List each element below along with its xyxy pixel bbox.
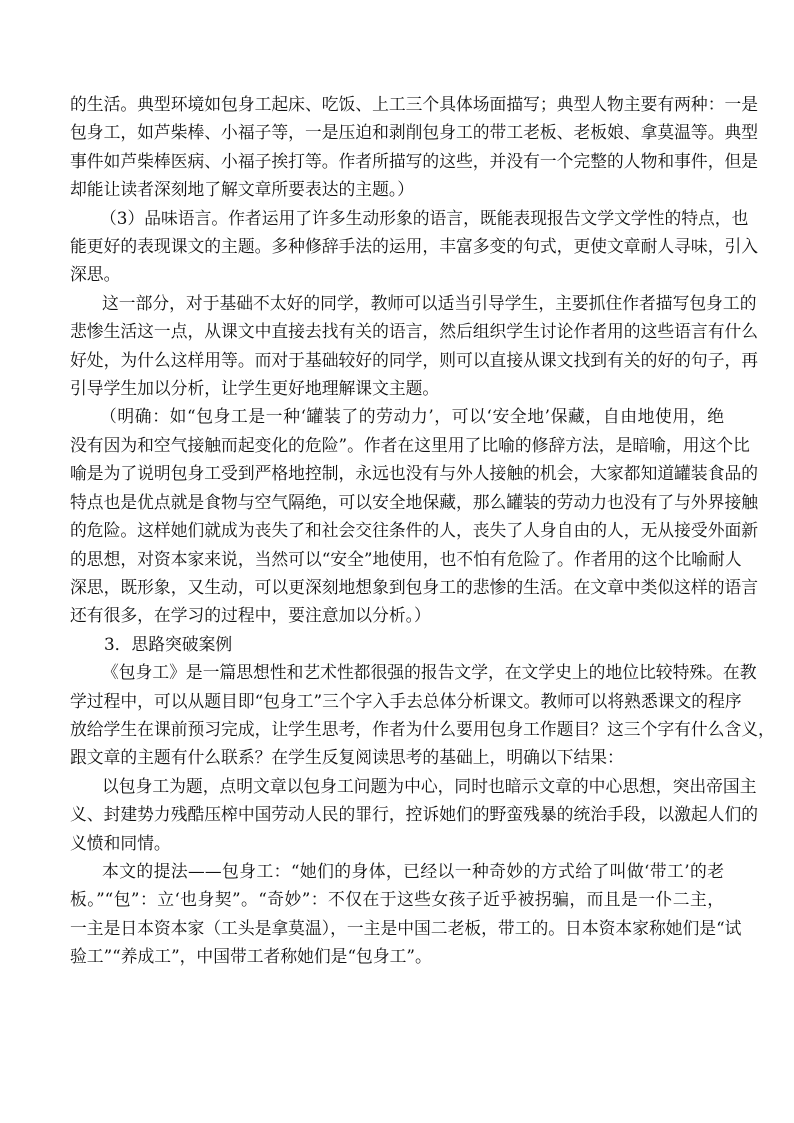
- text-line: 能更好的表现课文的主题。多种修辞手法的运用，丰富多变的句式，更使文章耐人寻味，引入: [70, 236, 759, 257]
- section-heading: [70, 630, 724, 658]
- text-line: 的思想，对资本家来说，当然可以“安全”地使用，也不怕有危险了。作者用的这个比喻耐人: [70, 548, 742, 569]
- text-line: 悲惨生活这一点，从课文中直接去找有关的语言，然后组织学生讨论作者用的这些语言有什么: [70, 321, 759, 342]
- text-line: 深思。: [70, 264, 121, 285]
- heading-line: 3．思路突破案例: [104, 633, 233, 654]
- text-line: 却能让读者深刻地了解文章所要表达的主题。）: [70, 179, 415, 200]
- text-line: 跟文章的主题有什么联系？在学生反复阅读思考的基础上，明确以下结果：: [70, 747, 624, 768]
- text-line: 验工”“养成工”，中国带工者称她们是“包身工”。: [70, 946, 432, 967]
- text-line: 以包身工为题，点明文章以包身工问题为中心，同时也暗示文章的中心思想，突出帝国主: [102, 775, 757, 796]
- text-line: 引导学生加以分析，让学生更好地理解课文主题。: [70, 378, 440, 399]
- text-line: 板。”“包”：立‘也身契”。“奇妙”：不仅在于这些女孩子近乎被拐骗，而且是一仆二主，: [70, 889, 724, 910]
- paragraph-clarification: [70, 402, 759, 629]
- paragraph-teaching-guidance: [70, 289, 759, 403]
- paragraph-term-explanation: [70, 857, 742, 971]
- text-line: 好处，为什么这样用等。而对于基础较好的同学，则可以直接从课文找到有关的好的句子，再: [70, 349, 759, 370]
- text-line: 包身工，如芦柴棒、小福子等，一是压迫和剥削包身工的带工老板、老板娘、拿莫温等。典型: [70, 122, 759, 143]
- paragraph-title-meaning: [70, 772, 759, 857]
- text-line: 学过程中，可以从题目即“包身工”三个字入手去总体分析课文。教师可以将熟悉课文的程序: [70, 690, 742, 711]
- text-line: 还有很多，在学习的过程中，要注意加以分析。）: [70, 605, 431, 626]
- text-line: 放给学生在课前预习完成，让学生思考，作者为什么要用包身工作题目？这三个字有什么含义，: [70, 718, 775, 739]
- text-line: 的危险。这样她们就成为丧失了和社会交往条件的人，丧失了人身自由的人，无从接受外面新: [70, 520, 759, 541]
- document-page: [70, 90, 775, 971]
- text-line: 没有因为和空气接触而起变化的危险”。作者在这里用了比喻的修辞方法，是暗喻，用这个比: [70, 434, 750, 455]
- text-line: 喻是为了说明包身工受到严格地控制，永远也没有与外人接触的机会，大家都知道罐装食品的: [70, 463, 759, 484]
- text-line: 《包身工》是一篇思想性和艺术性都很强的报告文学，在文学史上的地位比较特殊。在教: [102, 662, 757, 683]
- text-line: （3）品味语言。作者运用了许多生动形象的语言，既能表现报告文学文学性的特点，也: [100, 207, 749, 228]
- text-line: 特点也是优点就是食物与空气隔绝，可以安全地保藏，那么罐装的劳动力也没有了与外界接触: [70, 491, 759, 512]
- text-line: 本文的提法——包身工：“她们的身体，已经以一种奇妙的方式给了叫做‘带工’的老: [102, 860, 724, 881]
- text-line: 这一部分，对于基础不太好的同学，教师可以适当引导学生，主要抓住作者描写包身工的: [102, 292, 757, 313]
- text-line: 事件如芦柴棒医病、小福子挨打等。作者所描写的这些，并没有一个完整的人物和事件，但是: [70, 150, 759, 171]
- text-line: 深思，既形象，又生动，可以更深刻地想象到包身工的悲惨的生活。在文章中类似这样的语言: [70, 576, 759, 597]
- text-line: 义、封建势力残酷压榨中国劳动人民的罪行，控诉她们的野蛮残暴的统治手段，以激起人们的: [70, 804, 759, 825]
- text-line: 一主是日本资本家（工头是拿莫温），一主是中国二老板，带工的。日本资本家称她们是“试: [70, 917, 742, 938]
- paragraph-case-intro: [70, 658, 775, 772]
- paragraph-savor-language: [70, 204, 759, 289]
- text-line: 的生活。典型环境如包身工起床、吃饭、上工三个具体场面描写；典型人物主要有两种：一是: [70, 94, 759, 114]
- paragraph-typical-elements: [70, 90, 759, 204]
- text-line: 义愤和同情。: [70, 832, 171, 853]
- text-line: （明确：如“包身工是一种‘罐装了的劳动力’，可以‘安全地’保藏，自由地使用，绝: [100, 406, 724, 427]
